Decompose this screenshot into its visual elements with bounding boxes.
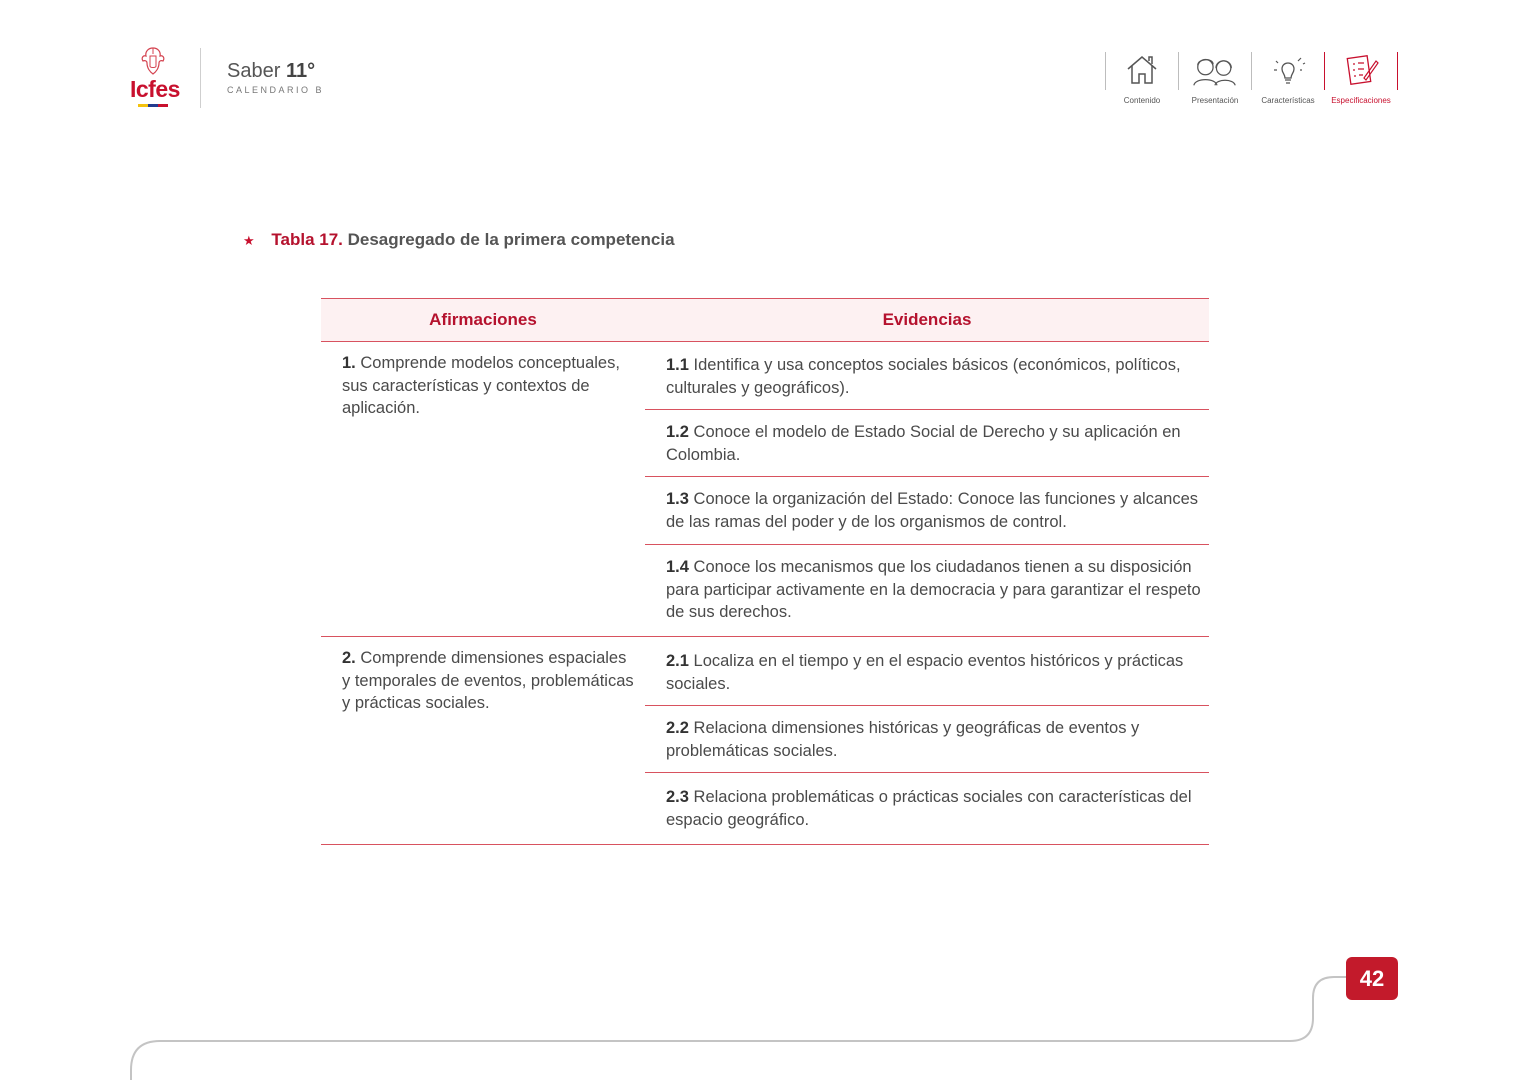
evidencia-cell: 1.1 Identifica y usa conceptos sociales básicos (económicos, políticos, culturales y geográficos).	[645, 342, 1209, 410]
logo-wordmark: Icfes	[130, 76, 180, 102]
evidencia-cell: 1.4 Conoce los mecanismos que los ciudadanos tienen a su disposición para participar activamente en la democracia y para garantizar el respeto de sus derechos.	[645, 545, 1209, 637]
page-number-badge: 42	[1346, 957, 1398, 1000]
evidencia-cell: 2.2 Relaciona dimensiones históricas y geográficas de eventos y problemáticas sociales.	[645, 706, 1209, 773]
evidencia-cell: 2.3 Relaciona problemáticas o prácticas sociales con características del espacio geográfico.	[645, 773, 1209, 845]
star-icon: ★	[243, 233, 255, 248]
nav-label: Contenido	[1123, 96, 1161, 105]
afirmacion-cell: 1. Comprende modelos conceptuales, sus características y contextos de aplicación.	[321, 342, 645, 637]
exam-subtitle: CALENDARIO B	[227, 85, 325, 95]
table-title: Desagregado de la primera competencia	[347, 230, 675, 249]
evidencia-cell: 1.2 Conoce el modelo de Estado Social de Derecho y su aplicación en Colombia.	[645, 410, 1209, 477]
nav-label: Especificaciones	[1331, 96, 1391, 105]
nav-label: Presentación	[1191, 96, 1239, 105]
exam-title: Saber 11°	[227, 60, 316, 82]
header-evidencias: Evidencias	[645, 299, 1209, 342]
nav-label: Características	[1261, 96, 1315, 105]
table-number: Tabla 17.	[271, 230, 343, 249]
evidencia-cell: 1.3 Conoce la organización del Estado: Conoce las funciones y alcances de las ramas del poder y de los organismos de control.	[645, 477, 1209, 545]
afirmacion-cell: 2. Comprende dimensiones espaciales y temporales de eventos, problemáticas y prácticas sociales.	[321, 637, 645, 845]
header-afirmaciones: Afirmaciones	[321, 299, 645, 342]
evidencia-cell: 2.1 Localiza en el tiempo y en el espacio eventos históricos y prácticas sociales.	[645, 637, 1209, 706]
